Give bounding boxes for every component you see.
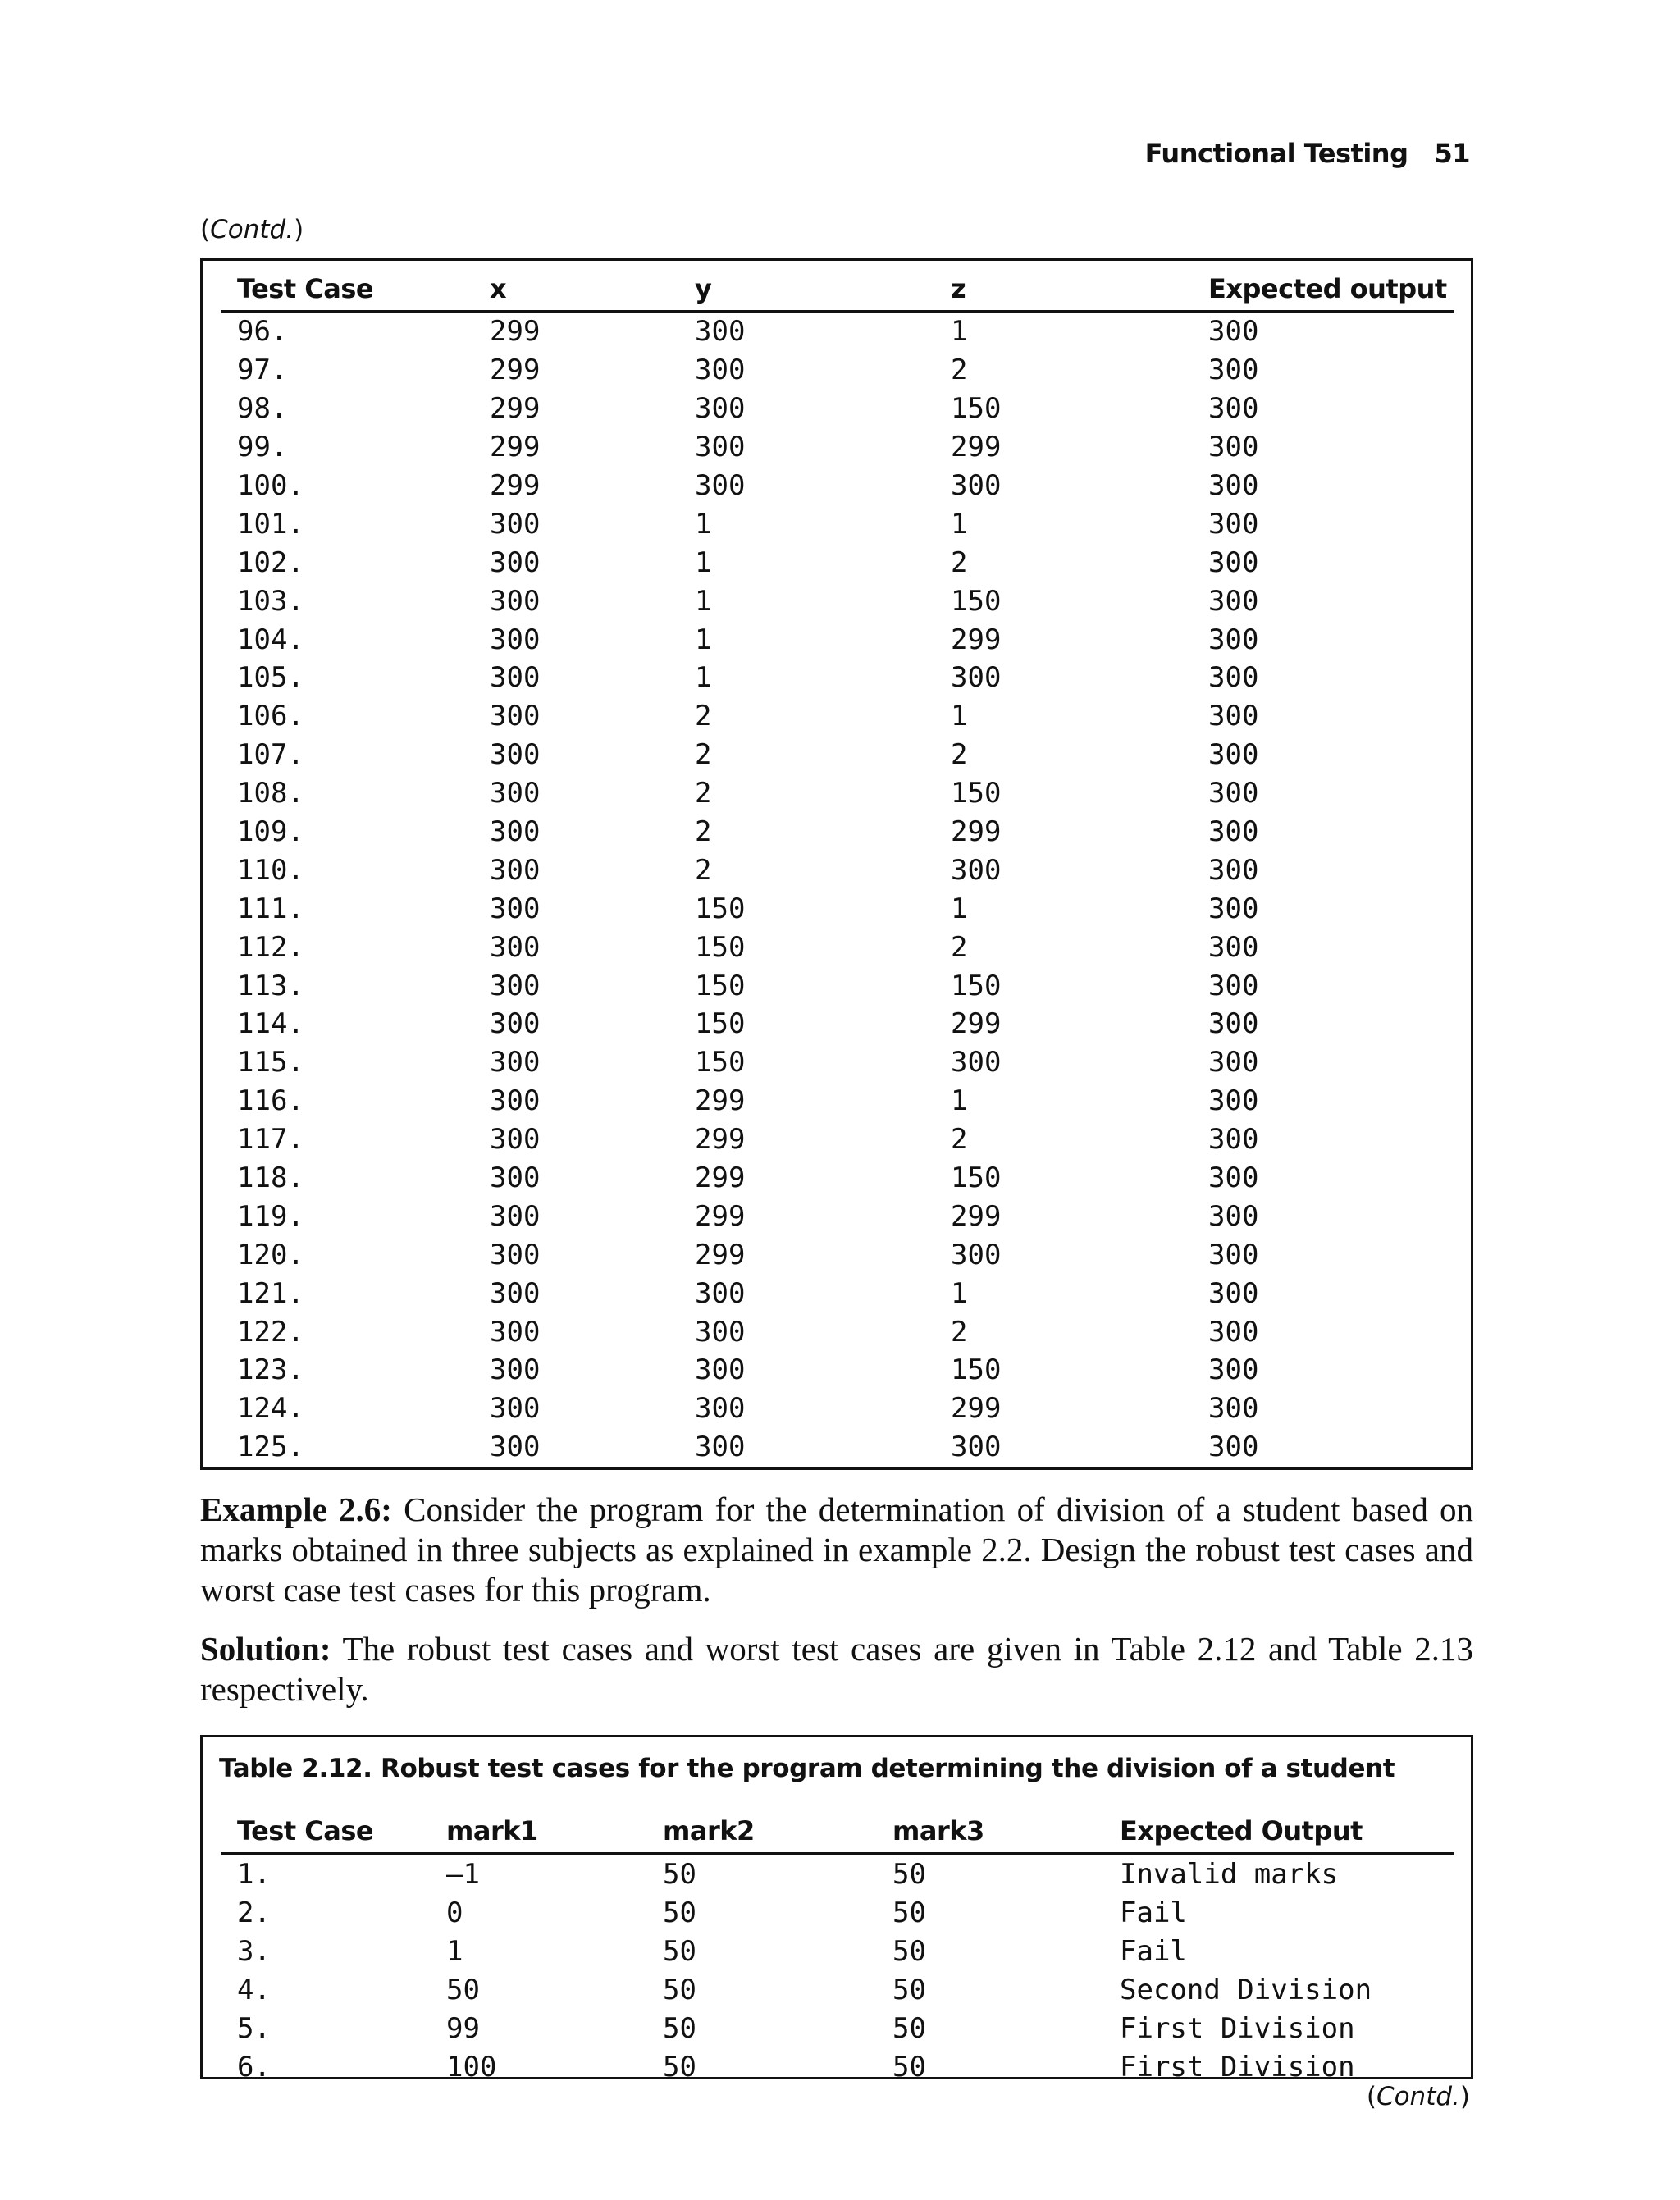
solution-paragraph	[200, 1629, 1473, 1709]
table-row	[221, 1043, 1454, 1082]
table-cell: 300	[490, 623, 541, 656]
table-row	[221, 504, 1454, 543]
table-cell: 100.	[237, 469, 304, 502]
table-cell: 1	[951, 507, 968, 541]
table-cell: 300	[951, 661, 1002, 695]
table-cell: 117.	[237, 1123, 304, 1157]
table-cell: 116.	[237, 1084, 304, 1118]
table-cell: 300	[695, 1276, 746, 1310]
table-cell: 299	[951, 623, 1002, 656]
table-cell: 300	[1208, 930, 1259, 964]
table-row	[221, 543, 1454, 582]
column-header: mark3	[876, 1810, 1103, 1854]
table-cell: 114.	[237, 1007, 304, 1041]
table-cell: 113.	[237, 969, 304, 1002]
table-cell: 300	[1208, 853, 1259, 887]
table-cell: 300	[490, 892, 541, 925]
table-cell: 119.	[237, 1199, 304, 1233]
table-cell: 111.	[237, 892, 304, 925]
table-row	[221, 659, 1454, 697]
table-cell: 300	[490, 1353, 541, 1387]
table-cell: 50	[663, 2050, 696, 2084]
continued-label-top: (Contd.)	[200, 215, 304, 244]
table-cell: 300	[490, 815, 541, 849]
table-cell: 300	[490, 700, 541, 733]
chapter-title: Functional Testing	[1144, 138, 1408, 169]
table-cell: 2	[951, 930, 968, 964]
table-cell: 150	[695, 1046, 746, 1079]
table-cell: 112.	[237, 930, 304, 964]
example-text: Consider the program for the determination of division of a student based on marks obtained in three subjects as explained in example 2.2. Design the robust test cases and worst case test cases for this program.	[200, 1490, 1474, 1609]
table-row	[221, 1893, 1454, 1932]
table-row	[221, 582, 1454, 620]
table-cell: 300	[1208, 469, 1259, 502]
column-header: Expected output	[1192, 267, 1454, 312]
table-cell: 121.	[237, 1276, 304, 1310]
running-head	[1145, 138, 1470, 169]
column-header: Test Case	[221, 1810, 430, 1854]
table-cell: 123.	[237, 1353, 304, 1387]
table-cell: 1	[951, 315, 968, 349]
table-row	[221, 813, 1454, 851]
table-cell: 2.	[237, 1896, 271, 1929]
table-cell: 300	[1208, 1431, 1259, 1464]
table-cell: 300	[1208, 969, 1259, 1002]
column-header: mark2	[646, 1810, 876, 1854]
example-label: Example 2.6:	[200, 1490, 392, 1528]
table-cell: 300	[490, 969, 541, 1002]
table-cell: 2	[695, 853, 712, 887]
table-cell: 120.	[237, 1238, 304, 1271]
table-cell: 2	[695, 738, 712, 772]
table-cell: 2	[695, 700, 712, 733]
table-cell: 150	[951, 969, 1002, 1002]
table-cell: First Division	[1120, 2011, 1355, 2045]
column-header: mark1	[430, 1810, 646, 1854]
table-cell: 299	[490, 392, 541, 426]
table-row	[221, 1121, 1454, 1159]
table-cell: 299	[951, 1007, 1002, 1041]
table-row	[221, 390, 1454, 428]
table-cell: 150	[951, 1162, 1002, 1195]
table-cell: 50	[663, 1934, 696, 1968]
table-cell: 115.	[237, 1046, 304, 1079]
table-row	[221, 736, 1454, 774]
table-cell: 110.	[237, 853, 304, 887]
table-cell: 299	[490, 431, 541, 464]
table-row	[221, 1235, 1454, 1274]
table-cell: 300	[695, 1431, 746, 1464]
table-cell: 50	[663, 1857, 696, 1891]
table-cell: 2	[695, 815, 712, 849]
table-cell: 300	[490, 738, 541, 772]
table-cell: 50	[663, 1973, 696, 2006]
table-cell: 300	[1208, 1238, 1259, 1271]
table-cell: 2	[951, 354, 968, 387]
table-cell: 299	[951, 1199, 1002, 1233]
table-cell: 300	[951, 1046, 1002, 1079]
table-cell: 1	[951, 1276, 968, 1310]
column-header: z	[934, 267, 1192, 312]
table-cell: 150	[951, 584, 1002, 618]
table-caption-text: Robust test cases for the program determining the division of a student	[380, 1754, 1395, 1783]
table-cell: 300	[951, 469, 1002, 502]
table-cell: Fail	[1120, 1896, 1187, 1929]
table-cell: 109.	[237, 815, 304, 849]
table-cell: Fail	[1120, 1934, 1187, 1968]
table-cell: 1	[446, 1934, 463, 1968]
table-cell: 300	[490, 1046, 541, 1079]
table-cell: 105.	[237, 661, 304, 695]
table-row	[221, 351, 1454, 390]
table-cell: 300	[490, 1238, 541, 1271]
table-cell: 300	[490, 1162, 541, 1195]
table-cell: 300	[490, 1199, 541, 1233]
table-1	[221, 267, 1454, 1467]
test-case-table-continued	[200, 258, 1473, 1470]
table-cell: 300	[695, 1392, 746, 1426]
table-cell: 300	[1208, 584, 1259, 618]
table-cell: 50	[446, 1973, 480, 2006]
table-caption	[219, 1754, 1395, 1783]
table-row	[221, 620, 1454, 659]
table-cell: 300	[1208, 354, 1259, 387]
table-row	[221, 1932, 1454, 1970]
table-cell: 108.	[237, 777, 304, 810]
table-cell: 300	[1208, 1315, 1259, 1349]
table-cell: 300	[1208, 1199, 1259, 1233]
column-header: Test Case	[221, 267, 473, 312]
table-cell: 300	[490, 1007, 541, 1041]
table-cell: 300	[490, 661, 541, 695]
table-cell: –1	[446, 1857, 480, 1891]
table-cell: 101.	[237, 507, 304, 541]
table-cell: First Division	[1120, 2050, 1355, 2084]
table-row	[221, 966, 1454, 1005]
table-row	[221, 889, 1454, 928]
table-cell: 50	[892, 1857, 926, 1891]
table-cell: 299	[490, 315, 541, 349]
table-cell: 299	[490, 354, 541, 387]
table-cell: 2	[951, 1315, 968, 1349]
table-row	[221, 1428, 1454, 1467]
table-cell: 2	[695, 777, 712, 810]
table-cell: 150	[695, 930, 746, 964]
table-cell: 1	[695, 584, 712, 618]
table-cell: 50	[892, 2050, 926, 2084]
table-row	[221, 1970, 1454, 2009]
table-cell: 300	[1208, 1046, 1259, 1079]
table-cell: 1	[695, 507, 712, 541]
table-cell: 300	[490, 1084, 541, 1118]
table-cell: 300	[1208, 1084, 1259, 1118]
example-paragraph	[200, 1490, 1473, 1610]
table-cell: 2	[951, 1123, 968, 1157]
table-cell: 99.	[237, 431, 288, 464]
table-row	[221, 1390, 1454, 1428]
table-cell: 5.	[237, 2011, 271, 2045]
table-cell: 300	[490, 507, 541, 541]
table-cell: 300	[1208, 392, 1259, 426]
table-cell: 96.	[237, 315, 288, 349]
table-cell: 125.	[237, 1431, 304, 1464]
table-cell: 100	[446, 2050, 497, 2084]
table-cell: 122.	[237, 1315, 304, 1349]
table-cell: 300	[1208, 738, 1259, 772]
table-cell: 102.	[237, 545, 304, 579]
table-cell: 1	[951, 1084, 968, 1118]
table-cell: 300	[1208, 661, 1259, 695]
table-row	[221, 467, 1454, 505]
table-cell: 118.	[237, 1162, 304, 1195]
page-number: 51	[1434, 138, 1470, 169]
table-cell: 299	[695, 1084, 746, 1118]
table-cell: 300	[1208, 700, 1259, 733]
table-cell: 300	[1208, 545, 1259, 579]
table-cell: 50	[663, 2011, 696, 2045]
table-header-row	[221, 267, 1454, 312]
table-cell: 299	[695, 1123, 746, 1157]
table-row	[221, 2047, 1454, 2086]
table-2	[221, 1810, 1454, 2086]
table-row	[221, 312, 1454, 351]
table-cell: 300	[490, 1315, 541, 1349]
table-cell: 300	[1208, 623, 1259, 656]
table-cell: 300	[695, 1353, 746, 1387]
table-cell: 150	[951, 777, 1002, 810]
table-row	[221, 1159, 1454, 1198]
table-cell: 300	[490, 853, 541, 887]
table-cell: 150	[695, 1007, 746, 1041]
table-cell: 300	[1208, 1276, 1259, 1310]
table-cell: 300	[490, 1123, 541, 1157]
table-cell: 99	[446, 2011, 480, 2045]
table-row	[221, 1312, 1454, 1351]
table-cell: 98.	[237, 392, 288, 426]
table-cell: 300	[490, 930, 541, 964]
table-row	[221, 1351, 1454, 1390]
robust-test-case-table	[200, 1735, 1473, 2084]
table-cell: 1	[695, 623, 712, 656]
table-cell: 3.	[237, 1934, 271, 1968]
table-cell: 299	[951, 431, 1002, 464]
table-cell: 300	[1208, 315, 1259, 349]
table-cell: 300	[951, 1431, 1002, 1464]
column-header: x	[473, 267, 678, 312]
table-cell: 300	[490, 584, 541, 618]
table-cell: 300	[695, 431, 746, 464]
table-cell: 1	[951, 700, 968, 733]
table-cell: 300	[1208, 507, 1259, 541]
table-header-row	[221, 1810, 1454, 1854]
column-header: y	[678, 267, 934, 312]
table-cell: 300	[490, 777, 541, 810]
table-cell: 300	[1208, 1392, 1259, 1426]
table-cell: 6.	[237, 2050, 271, 2084]
table-cell: 300	[1208, 777, 1259, 810]
table-cell: 107.	[237, 738, 304, 772]
table-cell: 4.	[237, 1973, 271, 2006]
table-cell: 50	[892, 1896, 926, 1929]
table-cell: 299	[695, 1162, 746, 1195]
table-cell: 300	[1208, 431, 1259, 464]
table-row	[221, 1854, 1454, 1894]
table-cell: 97.	[237, 354, 288, 387]
table-cell: 50	[892, 1934, 926, 1968]
table-cell: 300	[1208, 1123, 1259, 1157]
table-cell: 150	[695, 892, 746, 925]
table-cell: 150	[951, 392, 1002, 426]
table-cell: 300	[490, 1431, 541, 1464]
continued-label-bottom: (Contd.)	[1366, 2082, 1470, 2111]
table-cell: 0	[446, 1896, 463, 1929]
table-row	[221, 428, 1454, 467]
table-caption-number: Table 2.12.	[219, 1754, 372, 1783]
table-cell: Invalid marks	[1120, 1857, 1339, 1891]
solution-label: Solution:	[200, 1630, 331, 1668]
table-cell: 300	[1208, 1353, 1259, 1387]
table-cell: 299	[490, 469, 541, 502]
table-cell: 2	[951, 545, 968, 579]
table-cell: 124.	[237, 1392, 304, 1426]
table-row	[221, 1197, 1454, 1235]
table-cell: 299	[695, 1199, 746, 1233]
solution-text: The robust test cases and worst test cases are given in Table 2.12 and Table 2.13 respectively.	[200, 1630, 1473, 1708]
table-cell: 300	[490, 1276, 541, 1310]
table-cell: 299	[695, 1238, 746, 1271]
table-row	[221, 1082, 1454, 1121]
table-cell: 1.	[237, 1857, 271, 1891]
continued-text: Contd.	[210, 215, 294, 244]
table-cell: 103.	[237, 584, 304, 618]
table-cell: 300	[1208, 1162, 1259, 1195]
table-cell: 300	[1208, 892, 1259, 925]
table-cell: 1	[951, 892, 968, 925]
table-cell: 1	[695, 545, 712, 579]
table-cell: 300	[1208, 1007, 1259, 1041]
table-cell: 106.	[237, 700, 304, 733]
table-cell: 300	[695, 1315, 746, 1349]
table-cell: 300	[951, 853, 1002, 887]
table-cell: 104.	[237, 623, 304, 656]
column-header: Expected Output	[1103, 1810, 1454, 1854]
table-row	[221, 851, 1454, 889]
table-cell: 300	[695, 469, 746, 502]
table-cell: 2	[951, 738, 968, 772]
table-cell: 1	[695, 661, 712, 695]
table-cell: 150	[951, 1353, 1002, 1387]
table-cell: 299	[951, 1392, 1002, 1426]
table-cell: 300	[490, 1392, 541, 1426]
table-cell: 299	[951, 815, 1002, 849]
table-cell: 300	[695, 354, 746, 387]
table-cell: 300	[490, 545, 541, 579]
table-cell: Second Division	[1120, 1973, 1372, 2006]
table-row	[221, 697, 1454, 736]
table-row	[221, 928, 1454, 966]
table-cell: 50	[892, 1973, 926, 2006]
table-cell: 150	[695, 969, 746, 1002]
table-row	[221, 2009, 1454, 2047]
table-row	[221, 1274, 1454, 1312]
table-cell: 300	[951, 1238, 1002, 1271]
table-row	[221, 774, 1454, 813]
table-cell: 50	[892, 2011, 926, 2045]
table-cell: 300	[695, 392, 746, 426]
table-row	[221, 1005, 1454, 1043]
table-cell: 300	[695, 315, 746, 349]
table-cell: 50	[663, 1896, 696, 1929]
continued-text: Contd.	[1376, 2082, 1460, 2111]
table-cell: 300	[1208, 815, 1259, 849]
